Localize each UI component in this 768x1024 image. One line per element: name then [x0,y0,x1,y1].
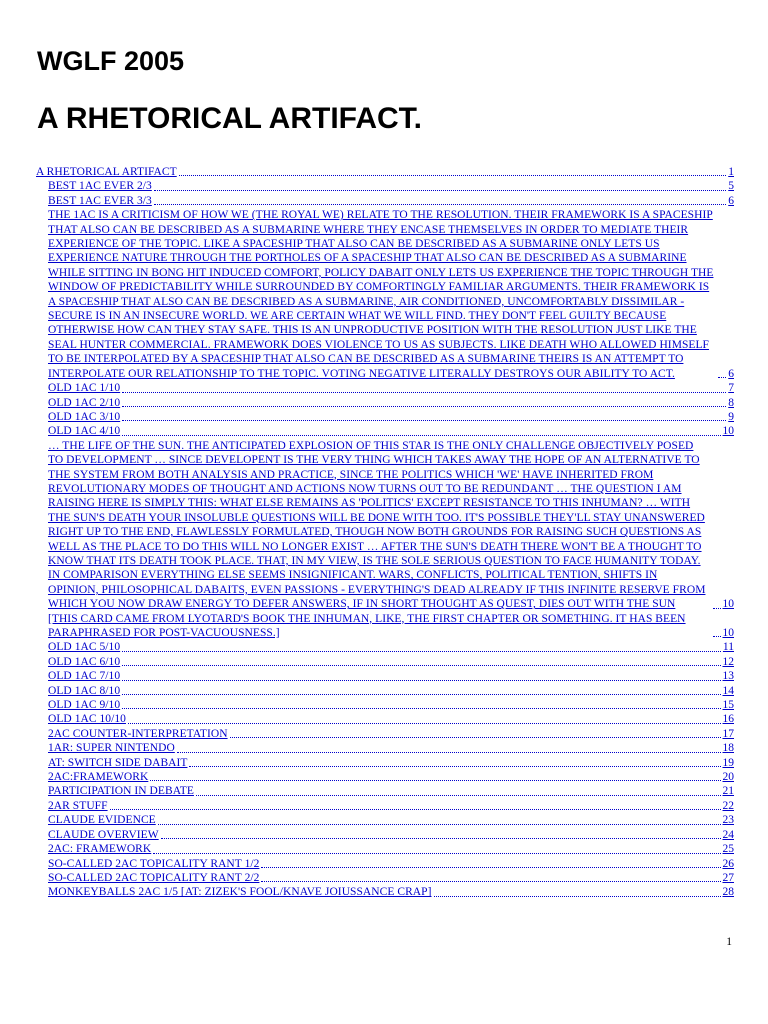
toc-leader-dots [122,679,720,681]
toc-leader-dots [261,866,720,868]
toc-entry-page: 20 [722,771,734,784]
toc-entry-text: THE 1AC IS A CRITICISM OF HOW WE (THE ROYAL WE) RELATE TO THE RESOLUTION. THEIR FRAMEWORK IS A SPACESHIP THAT ALSO CAN BE DESCRIBED AS A SUBMARINE WHERE THEY ENCASE THEMSELVES IN ORDER TO MEDIATE THEIR EXPERIENCE OF THE TOPIC. LIKE A SPACESHIP THAT ALSO CAN BE DESCRIBED AS A SUBMARINE ONLY LETS US EXPERIENCE NATURE THROUGH THE PORTHOLES OF A SPACESHIP THAT ALSO CAN BE DESCRIBED AS A SUBMARINE WHILE SITTING IN BONG HIT INDUCED COMFORT, POLICY DABAIT ONLY LETS US EXPERIENCE THE TOPIC THROUGH THE WINDOW OF PREDICTABILITY WHILE SURROUNDED BY COMFORTINGLY FAMILIAR ARGUMENTS. THEIR FRAMEWORK IS A SPACESHIP THAT ALSO CAN BE DESCRIBED AS A SUBMARINE, AIR CONDITIONED, UNCOMFORTABLY DISSIMILAR - SECURE IS IN AN INSECURE WORLD. WE ARE CERTAIN WHAT WE WILL FIND. THEY DON'T FEEL GUILTY BECAUSE OTHERWISE HOW CAN THEY STAY SAFE. THIS IS AN UNPRODUCTIVE POSITION WITH THE RESOLUTION JUST LIKE THE SEAL HUNTER COMMERCIAL. FRAMEWORK DOES VIOLENCE TO US AS SUBJECTS. LIKE DEATH WHO ALLOWED HIMSELF TO BE INTERPOLATED BY A SPACESHIP THAT ALSO CAN BE DESCRIBED AS A SUBMARINE THEIRS IS AN ATTEMPT TO INTERPOLATE OUR RELATIONSHIP TO THE TOPIC. VOTING NEGATIVE LITERALLY DESTROYS OUR ABILITY TO ACT. [48,209,714,380]
toc-entry[interactable] [36,208,734,381]
page-header [37,44,423,135]
toc-entry-page: 27 [722,871,734,884]
toc-leader-dots [122,693,720,695]
toc-entry-page: 18 [722,742,734,755]
toc-entry-page: 11 [722,641,734,654]
toc-leader-dots [128,722,721,724]
toc-leader-dots [150,779,720,781]
toc-entry-page: 6 [728,194,734,207]
toc-entry[interactable] [36,741,734,755]
toc-entry[interactable] [36,640,734,654]
toc-entry-text: OLD 1AC 4/10 [48,425,121,438]
toc-leader-dots [713,607,721,609]
toc-entry-page: 8 [728,396,734,409]
toc-entry[interactable] [36,871,734,885]
toc-entry[interactable] [36,396,734,410]
toc-entry-text: OLD 1AC 1/10 [48,382,121,395]
toc-entry-text: SO-CALLED 2AC TOPICALITY RANT 1/2 [48,857,260,870]
table-of-contents [36,165,734,900]
toc-entry[interactable] [36,439,734,612]
toc-leader-dots [158,823,721,825]
toc-entry-text: OLD 1AC 5/10 [48,641,121,654]
toc-leader-dots [230,736,721,738]
toc-entry-text: OLD 1AC 9/10 [48,699,121,712]
toc-entry[interactable] [36,770,734,784]
toc-entry-page: 6 [728,367,734,380]
toc-leader-dots [122,391,726,393]
toc-entry-text: … THE LIFE OF THE SUN. THE ANTICIPATED EXPLOSION OF THIS STAR IS THE ONLY CHALLENGE OBJECTIVELY POSED TO DEVELOPMENT … SINCE DEVELOPENT IS THE VERY THING WHICH TAKES AWAY THE HOPE OF AN ALTERNATIVE TO THE SYSTEM FROM BOTH ANALYSIS AND PRACTICE, SINCE THE POLITICS WHICH 'WE' HAVE INHERITED FROM REVOLUTIONARY MODES OF THOUGHT AND ACTIONS NOW TURNS OUT TO BE REDUNDANT … THE QUESTION I AM RAISING HERE IS SIMPLY THIS: WHAT ELSE REMAINS AS 'POLITICS' EXCEPT RESISTANCE TO THIS INHUMAN? … WITH THE SUN'S DEATH YOUR INSOLUBLE QUESTIONS WILL BE DONE WITH TOO. IT'S POSSIBLE THEY'LL STAY UNANSWERED RIGHT UP TO THE END, FLAWLESSLY FORMULATED, THOUGH NOW BOTH GROUNDS FOR RAISING SUCH QUESTIONS AS WELL AS THE PLACE TO DO THIS WILL NO LONGER EXIST … AFTER THE SUN'S DEATH THERE WON'T BE A THOUGHT TO KNOW THAT ITS DEATH TOOK PLACE. THAT, IN MY VIEW, IS THE SOLE SERIOUS QUESTION TO FACE HUMANITY TODAY. IN COMPARISON EVERYTHING ELSE SEEMS INSIGNIFICANT. WARS, CONFLICTS, POLITICAL TENTION, SHIFTS IN OPINION, PHILOSOPHICAL DABAITS, EVEN PASSIONS - EVERYTHING'S DEAD ALREADY IF THIS INFINITE RESERVE FROM WHICH YOU NOW DRAW ENERGY TO DEFER ANSWERS, IF IN SHORT THOUGHT AS QUEST, DIES OUT WITH THE SUN [48,439,706,611]
toc-entry-text: CLAUDE OVERVIEW [48,828,159,841]
toc-entry-page: 13 [722,670,734,683]
toc-entry[interactable] [36,424,734,438]
toc-entry-text: OLD 1AC 2/10 [48,396,121,409]
toc-leader-dots [122,707,720,709]
toc-entry-text: A RHETORICAL ARTIFACT [36,166,177,178]
toc-leader-dots [122,650,721,652]
toc-entry[interactable] [36,655,734,669]
toc-leader-dots [122,419,726,421]
toc-entry-page: 14 [722,684,734,697]
toc-entry-page: 25 [722,843,734,856]
toc-entry-page: 21 [722,785,734,798]
toc-leader-dots [122,664,720,666]
toc-leader-dots [153,852,720,854]
toc-entry-text: 2AC COUNTER-INTERPRETATION [48,727,228,740]
toc-leader-dots [196,794,721,796]
toc-entry-page: 22 [722,799,734,812]
toc-entry-page: 1 [728,166,734,178]
toc-entry[interactable] [36,165,734,179]
toc-entry[interactable] [36,857,734,871]
toc-leader-dots [122,434,720,436]
toc-entry-text: 2AC:FRAMEWORK [48,771,149,784]
toc-entry[interactable] [36,684,734,698]
toc-entry[interactable] [36,669,734,683]
toc-entry-text: CLAUDE EVIDENCE [48,814,156,827]
toc-leader-dots [718,376,726,378]
document-header: WGLF 2005 [37,46,185,76]
toc-entry-page: 10 [722,627,734,639]
toc-entry[interactable] [36,828,734,842]
toc-leader-dots [154,189,726,191]
toc-entry-page: 12 [722,655,734,668]
toc-entry[interactable] [36,698,734,712]
toc-entry-text: SO-CALLED 2AC TOPICALITY RANT 2/2 [48,871,260,884]
toc-entry[interactable] [36,179,734,193]
toc-entry[interactable] [36,194,734,208]
toc-leader-dots [161,837,721,839]
page-number: 1 [726,936,732,948]
toc-entry[interactable] [36,885,734,899]
toc-leader-dots [189,765,720,767]
toc-entry-text: BEST 1AC EVER 2/3 [48,180,152,193]
toc-leader-dots [179,174,727,176]
toc-leader-dots [261,880,720,882]
toc-entry-page: 28 [722,886,734,899]
toc-entry-page: 17 [722,727,734,740]
toc-entry-text: OLD 1AC 10/10 [48,713,126,726]
toc-leader-dots [713,635,721,637]
toc-entry-text: [THIS CARD CAME FROM LYOTARD'S BOOK THE INHUMAN, LIKE, THE FIRST CHAPTER OR SOMETHING. IT HAS BEEN PARAPHRASED FOR POST-VACUOUSNESS.] [48,612,686,639]
toc-entry-page: 7 [728,382,734,395]
toc-entry-text: MONKEYBALLS 2AC 1/5 [AT: ZIZEK'S FOOL/KNAVE JOIUSSANCE CRAP] [48,886,432,899]
toc-entry-text: BEST 1AC EVER 3/3 [48,194,152,207]
toc-entry[interactable] [36,381,734,395]
toc-leader-dots [122,405,726,407]
toc-entry-page: 10 [722,425,734,438]
toc-entry-page: 10 [722,598,734,611]
toc-entry[interactable] [36,612,734,641]
toc-entry-text: AT: SWITCH SIDE DABAIT [48,756,188,769]
toc-leader-dots [177,751,721,753]
toc-entry-text: 2AR STUFF [48,799,108,812]
toc-entry-page: 23 [722,814,734,827]
toc-entry[interactable] [36,784,734,798]
toc-entry[interactable] [36,756,734,770]
toc-entry-text: OLD 1AC 7/10 [48,670,121,683]
toc-entry-page: 26 [722,857,734,870]
toc-entry-text: OLD 1AC 3/10 [48,410,121,423]
toc-entry[interactable] [36,799,734,813]
toc-leader-dots [434,895,721,897]
toc-entry-text: PARTICIPATION IN DEBATE [48,785,194,798]
toc-leader-dots [154,203,726,205]
toc-entry-text: OLD 1AC 6/10 [48,655,121,668]
toc-entry[interactable] [36,410,734,424]
toc-entry[interactable] [36,727,734,741]
toc-entry-text: 1AR: SUPER NINTENDO [48,742,175,755]
toc-entry-page: 5 [728,180,734,193]
toc-entry-text: OLD 1AC 8/10 [48,684,121,697]
toc-entry-page: 9 [728,410,734,423]
document-title: A RHETORICAL ARTIFACT. [37,102,423,135]
toc-entry-page: 16 [722,713,734,726]
toc-entry-page: 24 [722,828,734,841]
toc-entry-page: 15 [722,699,734,712]
toc-entry[interactable] [36,712,734,726]
toc-entry[interactable] [36,842,734,856]
toc-entry-text: 2AC: FRAMEWORK [48,843,152,856]
toc-entry-page: 19 [722,756,734,769]
toc-entry[interactable] [36,813,734,827]
toc-leader-dots [110,808,721,810]
